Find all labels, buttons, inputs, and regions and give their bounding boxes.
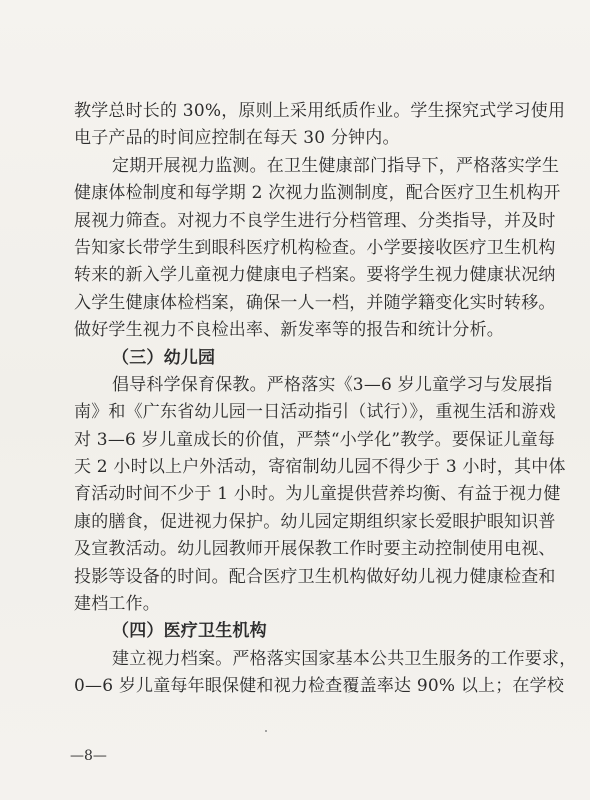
text-line: 展视力筛查。对视力不良学生进行分档管理、分类指导，并及时: [74, 210, 556, 231]
text-line: 及宣教活动。幼儿园教师开展保教工作时要主动控制使用电视、: [74, 539, 556, 560]
text-line: 电子产品的时间应控制在每天 30 分钟内。: [74, 128, 400, 149]
text-line: 投影等设备的时间。配合医疗卫生机构做好幼儿视力健康检查和: [74, 566, 556, 587]
scan-speck: [265, 730, 267, 732]
text-line: 建档工作。: [74, 594, 160, 615]
paragraph-start: 定期开展视力监测。在卫生健康部门指导下，严格落实学生: [112, 155, 560, 176]
text-line: 天 2 小时以上户外活动，寄宿制幼儿园不得少于 3 小时，其中体: [74, 457, 566, 478]
text-line: 育活动时间不少于 1 小时。为儿童提供营养均衡、有益于视力健: [74, 484, 561, 505]
text-line: 转来的新入学儿童视力健康电子档案。要将学生视力健康状况纳: [74, 265, 556, 286]
paragraph-start: 建立视力档案。严格落实国家基本公共卫生服务的工作要求，: [112, 648, 577, 669]
text-line: 康的膳食，促进视力保护。幼儿园定期组织家长爱眼护眼知识普: [74, 511, 556, 532]
section-heading-kindergarten: （三）幼儿园: [112, 347, 216, 368]
text-line: 教学总时长的 30%，原则上采用纸质作业。学生探究式学习使用: [74, 101, 566, 121]
text-line: 对 3—6 岁儿童成长的价值，严禁“小学化”教学。要保证儿童每: [74, 429, 556, 450]
text-line: 告知家长带学生到眼科医疗机构检查。小学要接收医疗卫生机构: [74, 237, 556, 258]
text-line: 南》和《广东省幼儿园一日活动指引（试行）》，重视生活和游戏: [74, 402, 556, 423]
section-heading-medical: （四）医疗卫生机构: [112, 621, 267, 642]
body-text: [74, 98, 577, 701]
text-line: 0—6 岁儿童每年眼保健和视力检查覆盖率达 90% 以上；在学校: [74, 676, 565, 697]
text-line: 做好学生视力不良检出率、新发率等的报告和统计分析。: [74, 320, 504, 341]
page-number: —8—: [70, 748, 107, 764]
text-line: 入学生健康体检档案，确保一人一档，并随学籍变化实时转移。: [74, 292, 556, 313]
text-line: 健康体检制度和每学期 2 次视力监测制度，配合医疗卫生机构开: [74, 183, 561, 204]
paragraph-start: 倡导科学保育保教。严格落实《3—6 岁儿童学习与发展指: [112, 374, 553, 395]
